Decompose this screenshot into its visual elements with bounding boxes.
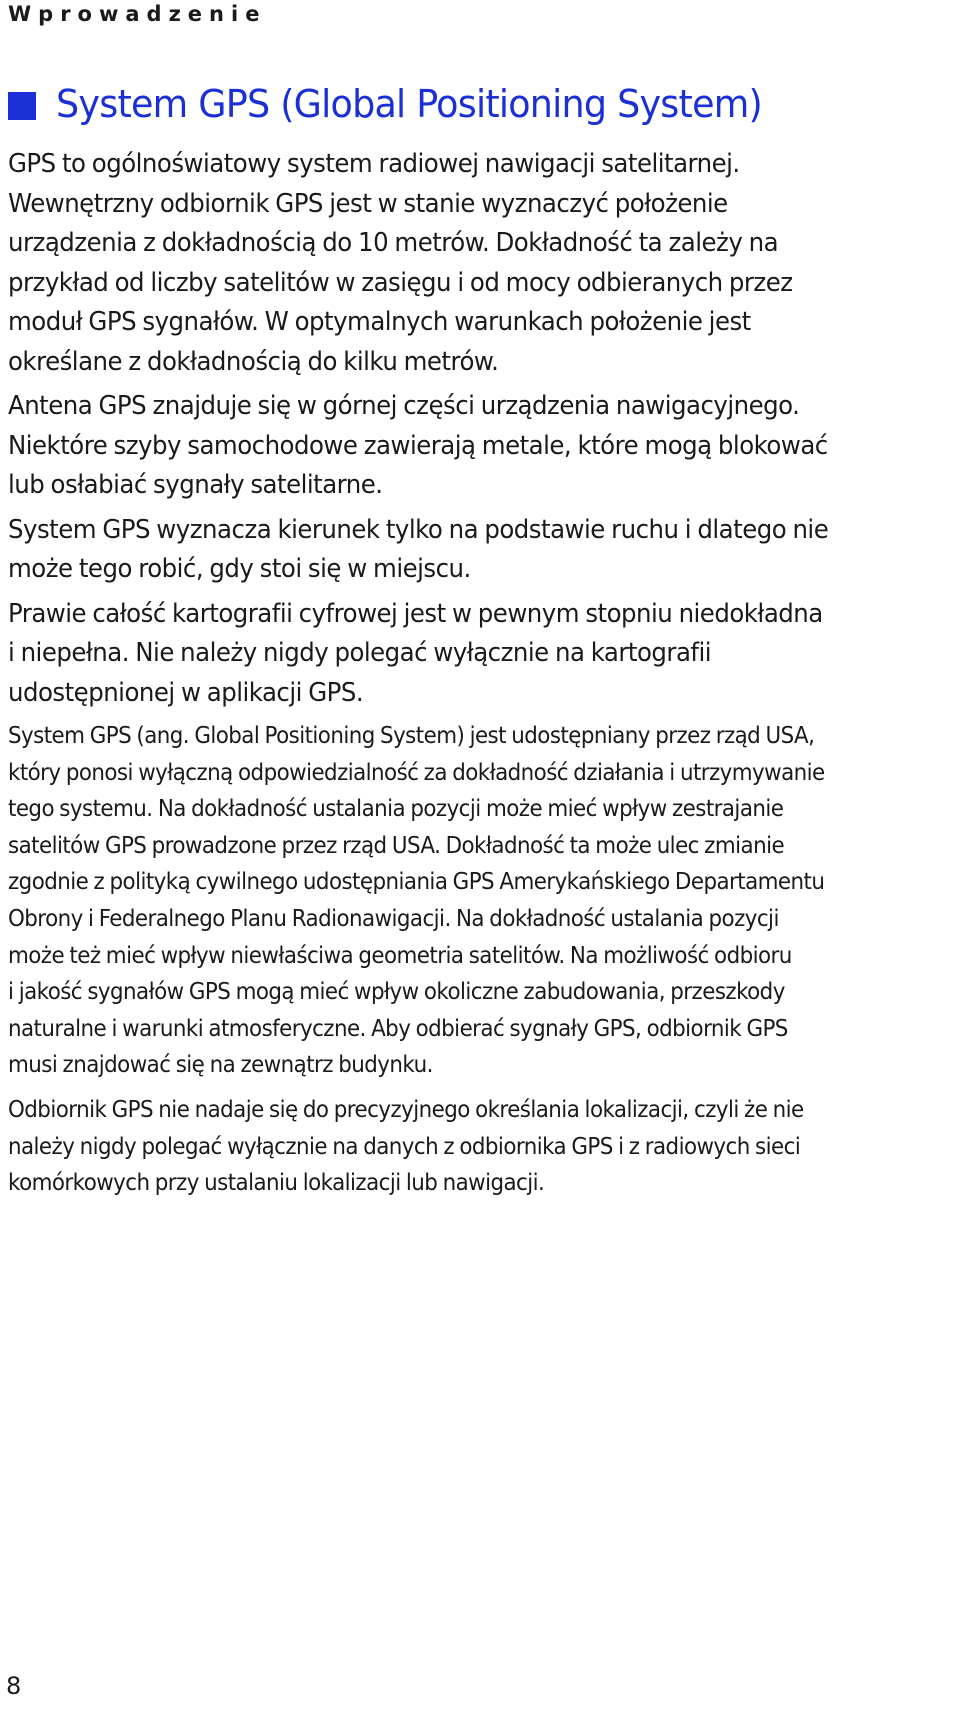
paragraph-antenna: Antena GPS znajduje się w górnej części urządzenia nawigacyjnego. Niektóre szyby samochodowe zawierają metale, które mogą blokować lub osłabiać sygnały satelitarne. <box>8 391 828 500</box>
square-bullet-icon <box>8 92 36 120</box>
section-title: System GPS (Global Positioning System) <box>56 82 762 126</box>
paragraph-gps-overview: GPS to ogólnoświatowy system radiowej nawigacji satelitarnej. Wewnętrzny odbiornik GPS jest w stanie wyznaczyć położenie urządzenia z dokładnością do 10 metrów. Dokładność ta zależy na przykład od liczby satelitów w zasięgu i od mocy odbieranych przez moduł GPS sygnałów. W optymalnych warunkach położenie jest określane z dokładnością do kilku metrów. <box>8 149 793 377</box>
note-receiver-limits: Odbiornik GPS nie nadaje się do precyzyjnego określania lokalizacji, czyli że nie należy nigdy polegać wyłącznie na danych z odbiornika GPS i z radiowych sieci komórkowych przy ustalaniu lokalizacji lub nawigacji. <box>8 1096 804 1197</box>
page-number: 8 <box>6 1672 22 1700</box>
body-text <box>8 145 958 1210</box>
section-heading <box>8 82 791 126</box>
note-gps-system: System GPS (ang. Global Positioning System) jest udostępniany przez rząd USA, który ponosi wyłączną odpowiedzialność za dokładność działania i utrzymywanie tego systemu. Na dokładność ustalania pozycji może mieć wpływ zestrajanie satelitów GPS prowadzone przez rząd USA. Dokładność ta może ulec zmianie zgodnie z polityką cywilnego udostępniania GPS Amerykańskiego Departamentu Obrony i Federalnego Planu Radionawigacji. Na dokładność ustalania pozycji może też mieć wpływ niewłaściwa geometria satelitów. Na możliwość odbioru i jakość sygnałów GPS mogą mieć wpływ okoliczne zabudowania, przeszkody naturalne i warunki atmosferyczne. Aby odbierać sygnały GPS, odbiornik GPS musi znajdować się na zewnątrz budynku. <box>8 723 825 1079</box>
running-header: Wprowadzenie <box>8 2 267 26</box>
paragraph-direction: System GPS wyznacza kierunek tylko na podstawie ruchu i dlatego nie może tego robić, gdy stoi się w miejscu. <box>8 514 829 584</box>
paragraph-cartography: Prawie całość kartografii cyfrowej jest w pewnym stopniu niedokładna i niepełna. Nie należy nigdy polegać wyłącznie na kartografii udostępnionej w aplikacji GPS. <box>8 598 823 708</box>
